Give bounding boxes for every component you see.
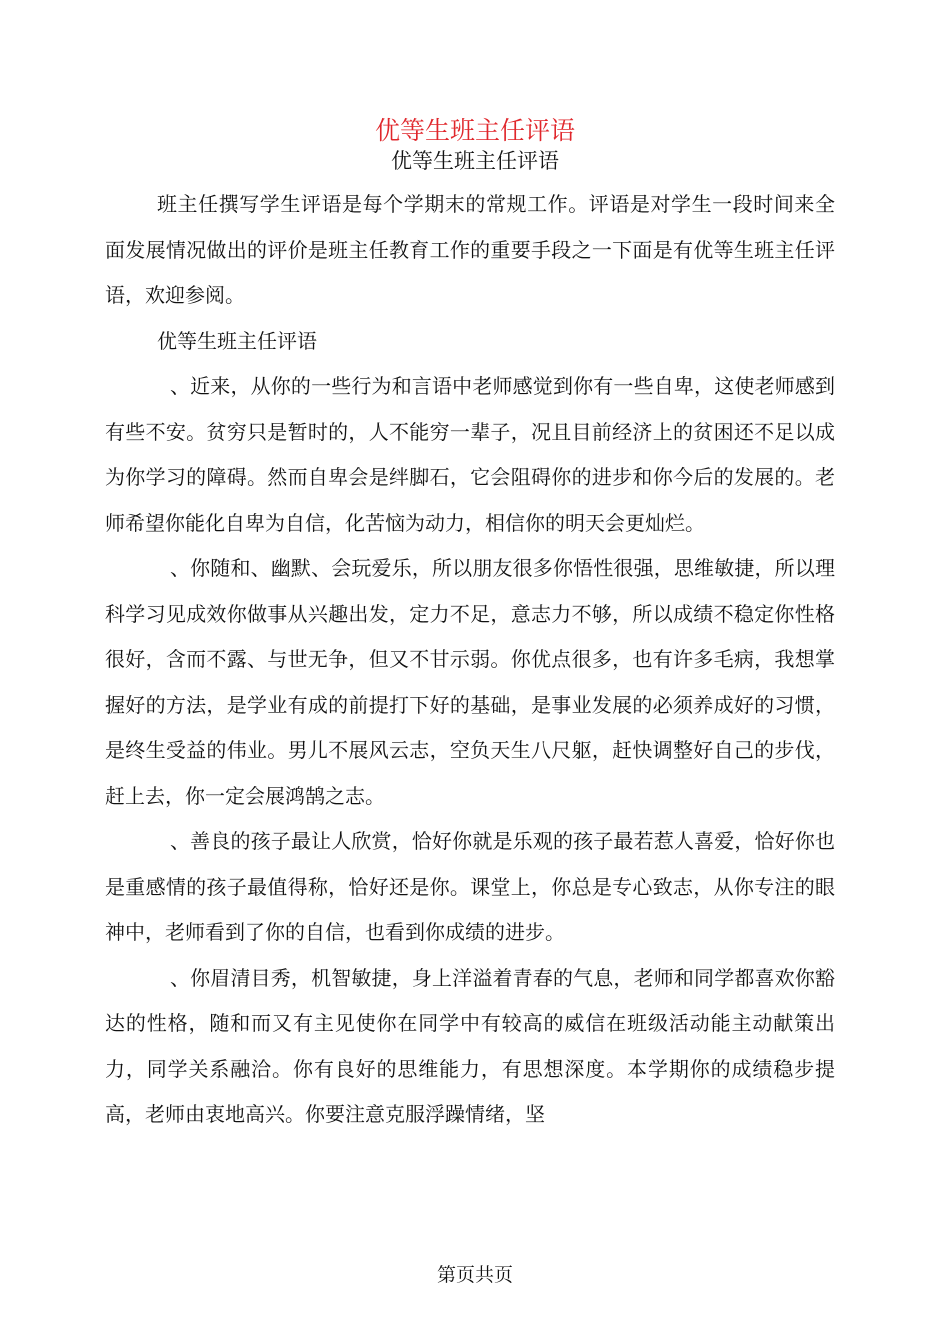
intro-paragraph: 班主任撰写学生评语是每个学期末的常规工作。评语是对学生一段时间来全面发展情况做出的评价是班主任教育工作的重要手段之一下面是有优等生班主任评语，欢迎参阅。	[105, 192, 835, 307]
page-footer: 第页共页	[436, 1264, 513, 1286]
comment-paragraph: 、善良的孩子最让人欣赏，恰好你就是乐观的孩子最若惹人喜爱，恰好你也是重感情的孩子最值得称，恰好还是你。课堂上，你总是专心致志，从你专注的眼神中，老师看到了你的自信，也看到你成绩的进步。	[105, 829, 835, 944]
section-heading: 优等生班主任评语	[157, 328, 317, 353]
comment-paragraph: 、近来，从你的一些行为和言语中老师感觉到你有一些自卑，这使老师感到有些不安。贫穷只是暂时的，人不能穷一辈子，况且目前经济上的贫困还不足以成为你学习的障碍。然而自卑会是绊脚石，它会阻碍你的进步和你今后的发展的。老师希望你能化自卑为自信，化苦恼为动力，相信你的明天会更灿烂。	[105, 374, 835, 535]
document-subtitle: 优等生班主任评语	[391, 149, 559, 173]
document-body	[105, 182, 835, 1138]
comment-paragraph: 、你随和、幽默、会玩爱乐，所以朋友很多你悟性很强，思维敏捷，所以理科学习见成效你做事从兴趣出发，定力不足，意志力不够，所以成绩不稳定你性格很好，含而不露、与世无争，但又不甘示弱。你优点很多，也有许多毛病，我想掌握好的方法，是学业有成的前提打下好的基础，是事业发展的必须养成好的习惯，是终生受益的伟业。男儿不展风云志，空负天生八尺躯，赶快调整好自己的步伐，赶上去，你一定会展鸿鹄之志。	[105, 556, 835, 808]
document-title: 优等生班主任评语	[374, 116, 575, 145]
comment-paragraph: 、你眉清目秀，机智敏捷，身上洋溢着青春的气息，老师和同学都喜欢你豁达的性格，随和而又有主见使你在同学中有较高的威信在班级活动能主动献策出力，同学关系融洽。你有良好的思维能力，有思想深度。本学期你的成绩稳步提高，老师由衷地高兴。你要注意克服浮躁情绪，坚	[105, 965, 835, 1126]
